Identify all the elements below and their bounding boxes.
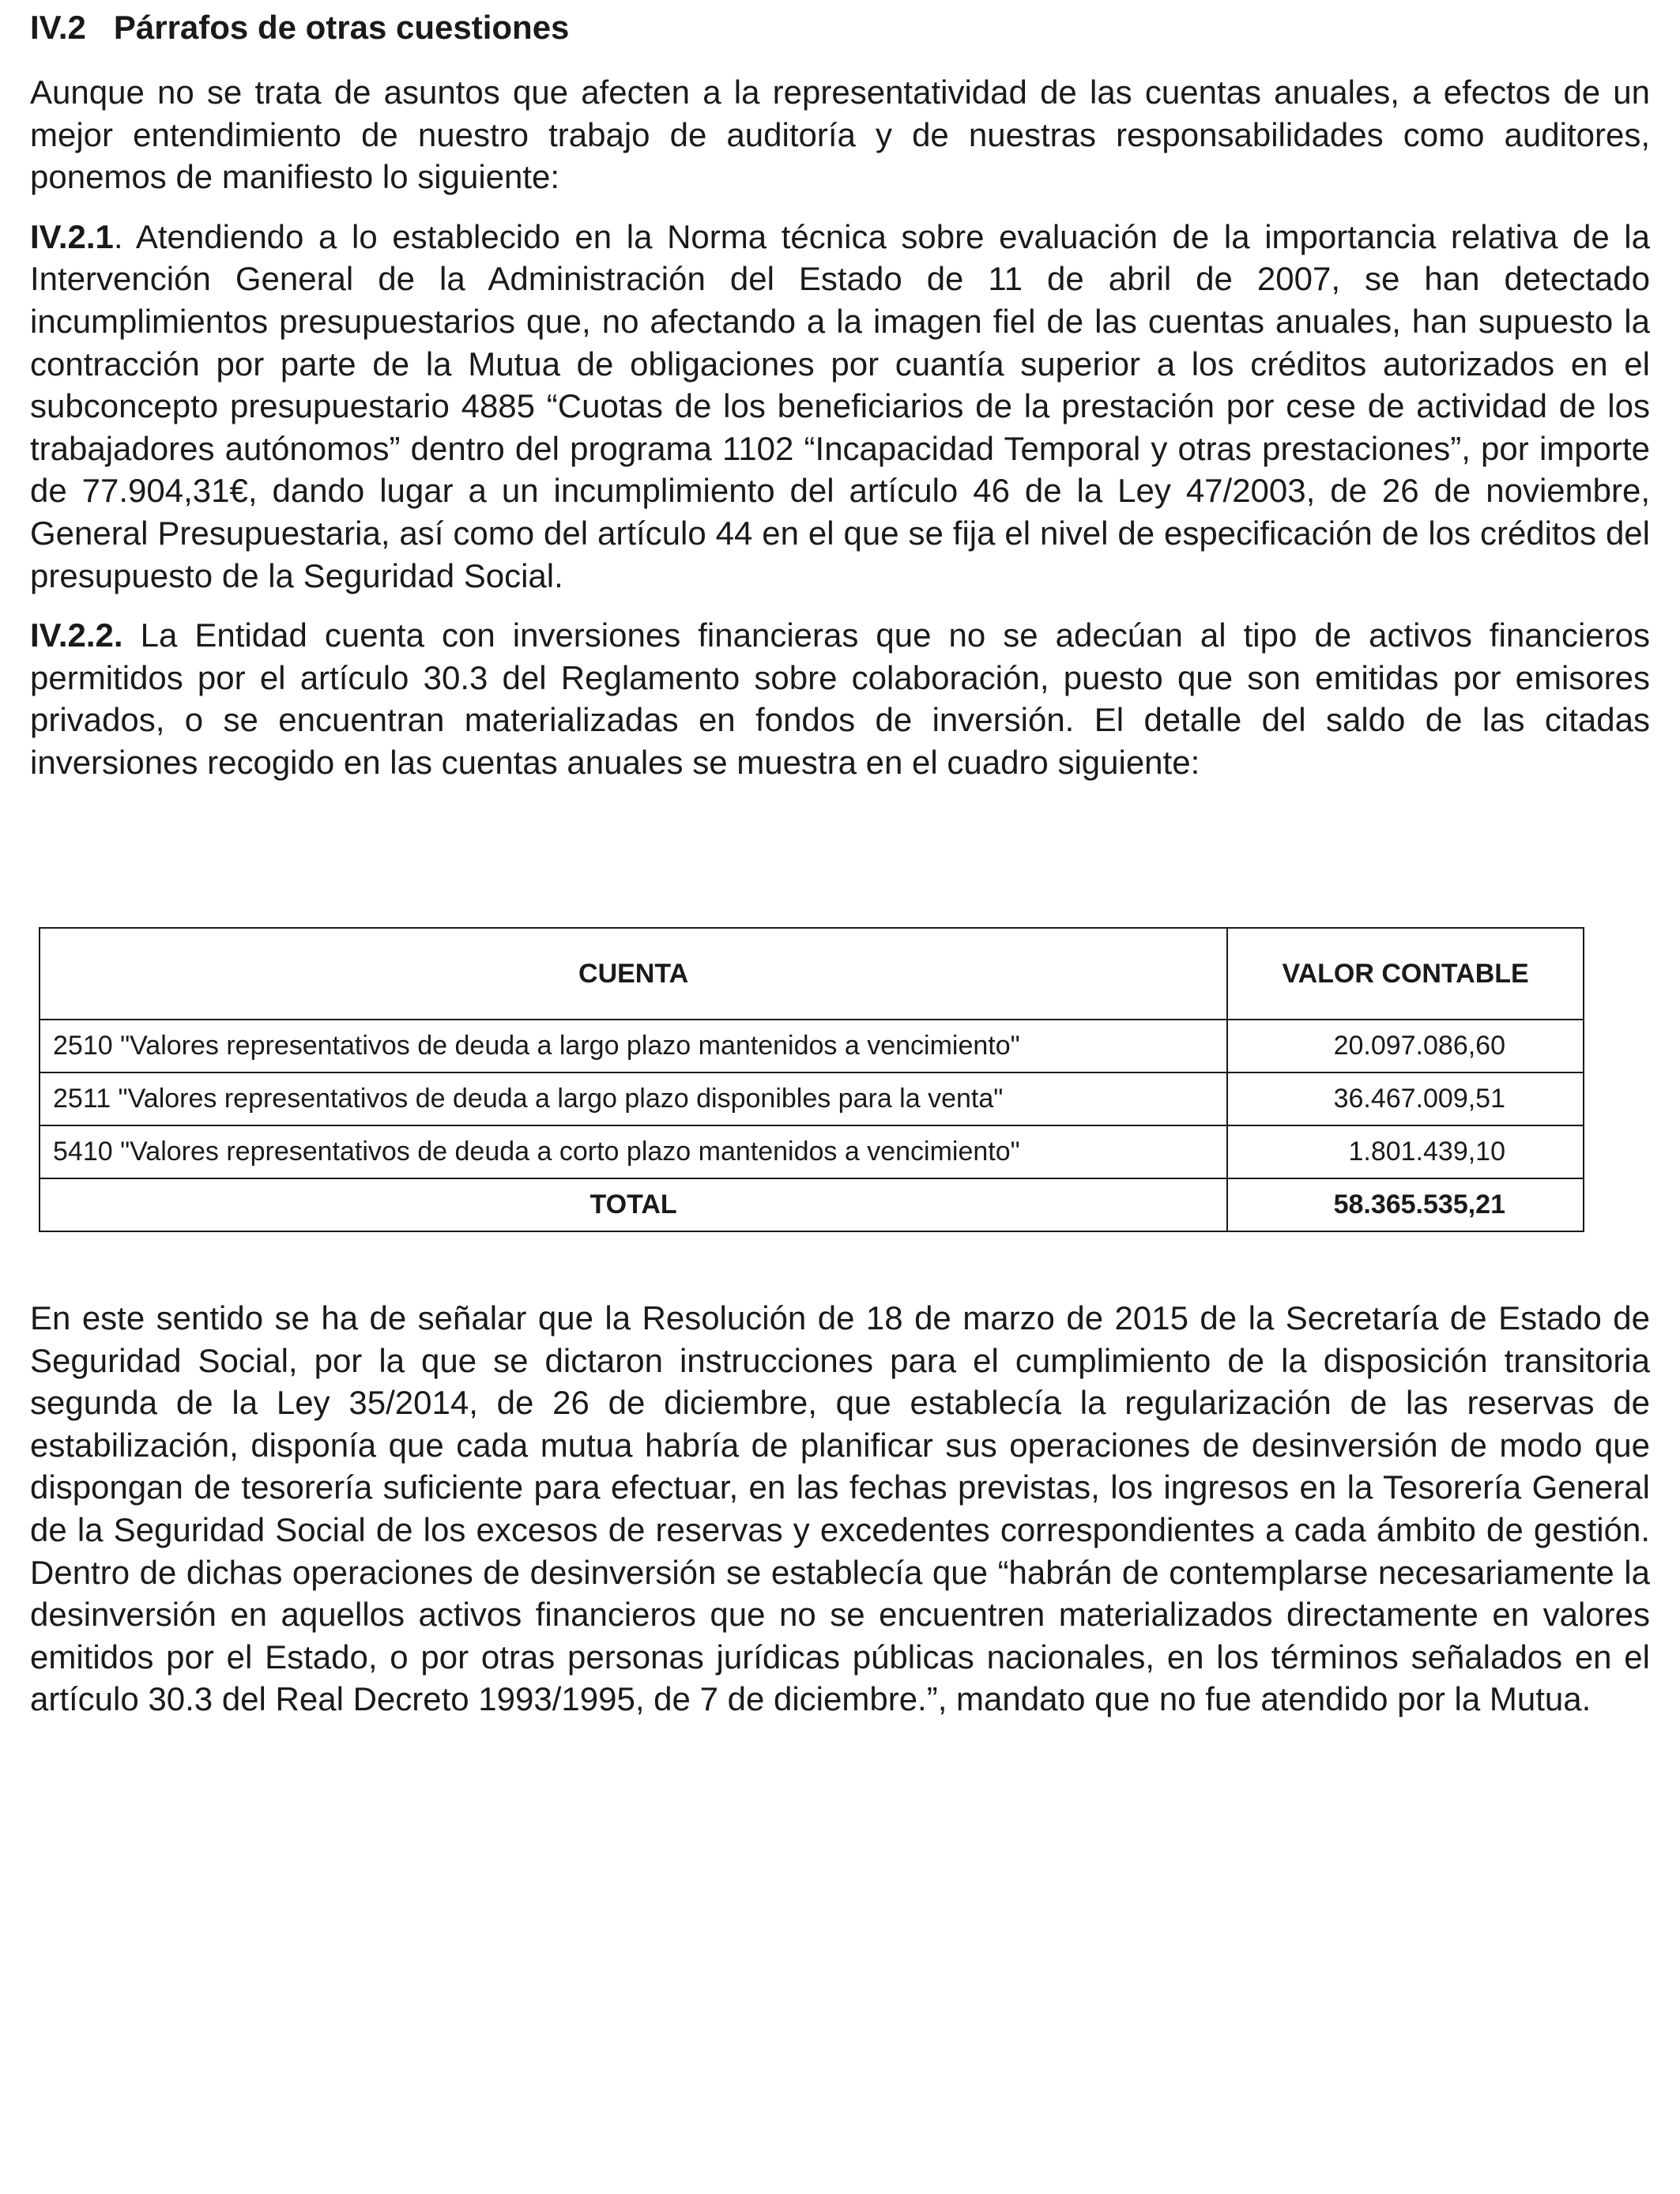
row-cuenta: 2511 "Valores representativos de deuda a largo plazo disponibles para la venta" (40, 1072, 1227, 1125)
row-cuenta: 2510 "Valores representativos de deuda a largo plazo mantenidos a vencimiento" (40, 1020, 1227, 1072)
row-valor: 20.097.086,60 (1227, 1020, 1584, 1072)
paragraph-iv-2-2-text: La Entidad cuenta con inversiones financieras que no se adecúan al tipo de activos financieros permitidos por el artículo 30.3 del Reglamento sobre colaboración, puesto que son emitidas por emisores privados, o se encuentran materializadas en fondos de inversión. El detalle del saldo de las citadas inversiones recogido en las cuentas anuales se muestra en el cuadro siguiente: (30, 616, 1650, 781)
total-value: 58.365.535,21 (1227, 1178, 1584, 1231)
paragraph-iv-2-2 (30, 614, 1650, 783)
document-page (30, 0, 1650, 784)
table-row (40, 1020, 1584, 1072)
table-total-row (40, 1178, 1584, 1231)
paragraph-iv-2-1-text: . Atendiendo a lo establecido en la Norma técnica sobre evaluación de la importancia relativa de la Intervención General de la Administración del Estado de 11 de abril de 2007, se han detectado incumplimientos presupuestarios que, no afectando a la imagen fiel de las cuentas anuales, han supuesto la contracción por parte de la Mutua de obligaciones por cuantía superior a los créditos autorizados en el subconcepto presupuestario 4885 “Cuotas de los beneficiarios de la prestación por cese de actividad de los trabajadores autónomos” dentro del programa 1102 “Incapacidad Temporal y otras prestaciones”, por importe de 77.904,31€, dando lugar a un incumplimiento del artículo 46 de la Ley 47/2003, de 26 de noviembre, General Presupuestaria, así como del artículo 44 en el que se fija el nivel de especificación de los créditos del presupuesto de la Seguridad Social. (30, 217, 1650, 594)
investments-table (39, 927, 1584, 1232)
row-cuenta: 5410 "Valores representativos de deuda a corto plazo mantenidos a vencimiento" (40, 1125, 1227, 1178)
closing-paragraph: En este sentido se ha de señalar que la Resolución de 18 de marzo de 2015 de la Secretaría de Estado de Seguridad Social, por la que se dictaron instrucciones para el cumplimiento de la disposición transitoria segunda de la Ley 35/2014, de 26 de diciembre, que establecía la regularización de las reservas de estabilización, disponía que cada mutua habría de planificar sus operaciones de desinversión de modo que dispongan de tesorería suficiente para efectuar, en las fechas previstas, los ingresos en la Tesorería General de la Seguridad Social de los excesos de reservas y excedentes correspondientes a cada ámbito de gestión. Dentro de dichas operaciones de desinversión se establecía que “habrán de contemplarse necesariamente la desinversión en aquellos activos financieros que no se encuentren materializados directamente en valores emitidos por el Estado, o por otras personas jurídicas públicas nacionales, en los términos señalados en el artículo 30.3 del Real Decreto 1993/1995, de 7 de diciembre.”, mandato que no fue atendido por la Mutua. (30, 1299, 1650, 1718)
table-header-row (40, 928, 1584, 1020)
closing-section (30, 1297, 1650, 1721)
row-valor: 1.801.439,10 (1227, 1125, 1584, 1178)
row-valor: 36.467.009,51 (1227, 1072, 1584, 1125)
paragraph-iv-2-1 (30, 216, 1650, 597)
paragraph-iv-2-1-label: IV.2.1 (30, 217, 114, 255)
paragraph-iv-2-2-label: IV.2.2. (30, 616, 123, 654)
section-heading: IV.2 Párrafos de otras cuestiones (30, 9, 570, 46)
total-label: TOTAL (40, 1178, 1227, 1231)
header-cuenta: CUENTA (40, 928, 1227, 1020)
table-row (40, 1072, 1584, 1125)
header-valor-contable: VALOR CONTABLE (1227, 928, 1584, 1020)
table-row (40, 1125, 1584, 1178)
intro-paragraph: Aunque no se trata de asuntos que afecten a la representatividad de las cuentas anuales, a efectos de un mejor entendimiento de nuestro trabajo de auditoría y de nuestras responsabilidades como auditores, ponemos de manifiesto lo siguiente: (30, 74, 1650, 196)
